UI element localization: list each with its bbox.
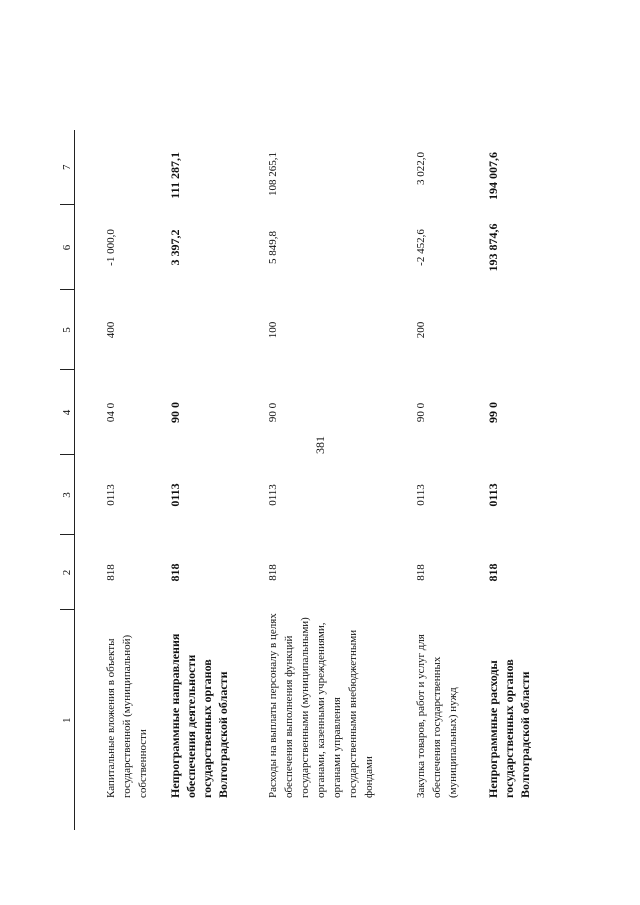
- budget-table: [60, 130, 539, 830]
- cell-value: -1 000,0: [105, 229, 117, 266]
- cell-value: 0113: [267, 484, 279, 506]
- table-row: [157, 130, 247, 830]
- cell-value: 0113: [486, 483, 500, 507]
- cell-value: 108 265,1: [267, 152, 279, 196]
- cell-value: 5 849,8: [267, 231, 279, 264]
- cell-value: [157, 290, 247, 370]
- row-label: Непрограммные расходы государственных органов Волгоградской области: [486, 659, 532, 798]
- cell-value: 111 287,1: [168, 152, 182, 199]
- column-header: 6: [60, 205, 75, 290]
- cell-value: -2 452,6: [415, 229, 427, 266]
- cell-value: 99 0: [486, 402, 500, 423]
- column-header: 5: [60, 290, 75, 370]
- column-header: 7: [60, 130, 75, 205]
- cell-value: 818: [168, 563, 182, 582]
- column-header: 2: [60, 535, 75, 610]
- cell-value: 194 007,6: [486, 152, 500, 200]
- cell-value: 0113: [105, 484, 117, 506]
- column-header: 4: [60, 370, 75, 455]
- table-row: [75, 130, 158, 830]
- column-header: 1: [60, 610, 75, 830]
- row-label: Расходы на выплаты персоналу в целях обеспечения выполнения функций государственными (муниципальными) органами, казенными учреждениями, органами управления государственными внебюджетными фондами: [267, 613, 375, 798]
- cell-value: 818: [105, 564, 117, 581]
- table-row: [247, 130, 395, 830]
- row-label: Непрограммные направления обеспечения деятельности государственных органов Волгоградской области: [168, 633, 230, 798]
- cell-value: 818: [267, 564, 279, 581]
- cell-value: 04 0: [105, 402, 117, 423]
- cell-value: 200: [415, 321, 427, 339]
- cell-value: 3 022,0: [415, 152, 427, 185]
- cell-value: 818: [415, 564, 427, 581]
- cell-value: 3 397,2: [168, 229, 182, 266]
- cell-value: 400: [105, 321, 117, 339]
- table-row: [467, 130, 539, 830]
- row-label: Капитальные вложения в объекты государственной (муниципальной) собственности: [105, 634, 149, 798]
- cell-value: [75, 130, 158, 205]
- row-label: Закупка товаров, работ и услуг для обеспечения государственных (муниципальных) нужд: [415, 634, 459, 798]
- cell-value: 90 0: [267, 402, 279, 423]
- cell-value: 90 0: [415, 402, 427, 423]
- cell-value: 0113: [415, 484, 427, 506]
- cell-value: [467, 290, 539, 370]
- table-row: [395, 130, 467, 830]
- cell-value: 0113: [168, 483, 182, 507]
- cell-value: 90 0: [168, 402, 182, 423]
- header-row: [60, 130, 75, 830]
- cell-value: 818: [486, 563, 500, 582]
- budget-table-rotated: [60, 130, 620, 830]
- cell-value: 193 874,6: [486, 223, 500, 272]
- column-header: 3: [60, 455, 75, 535]
- page-number: 381: [313, 436, 327, 454]
- cell-value: 100: [267, 321, 279, 339]
